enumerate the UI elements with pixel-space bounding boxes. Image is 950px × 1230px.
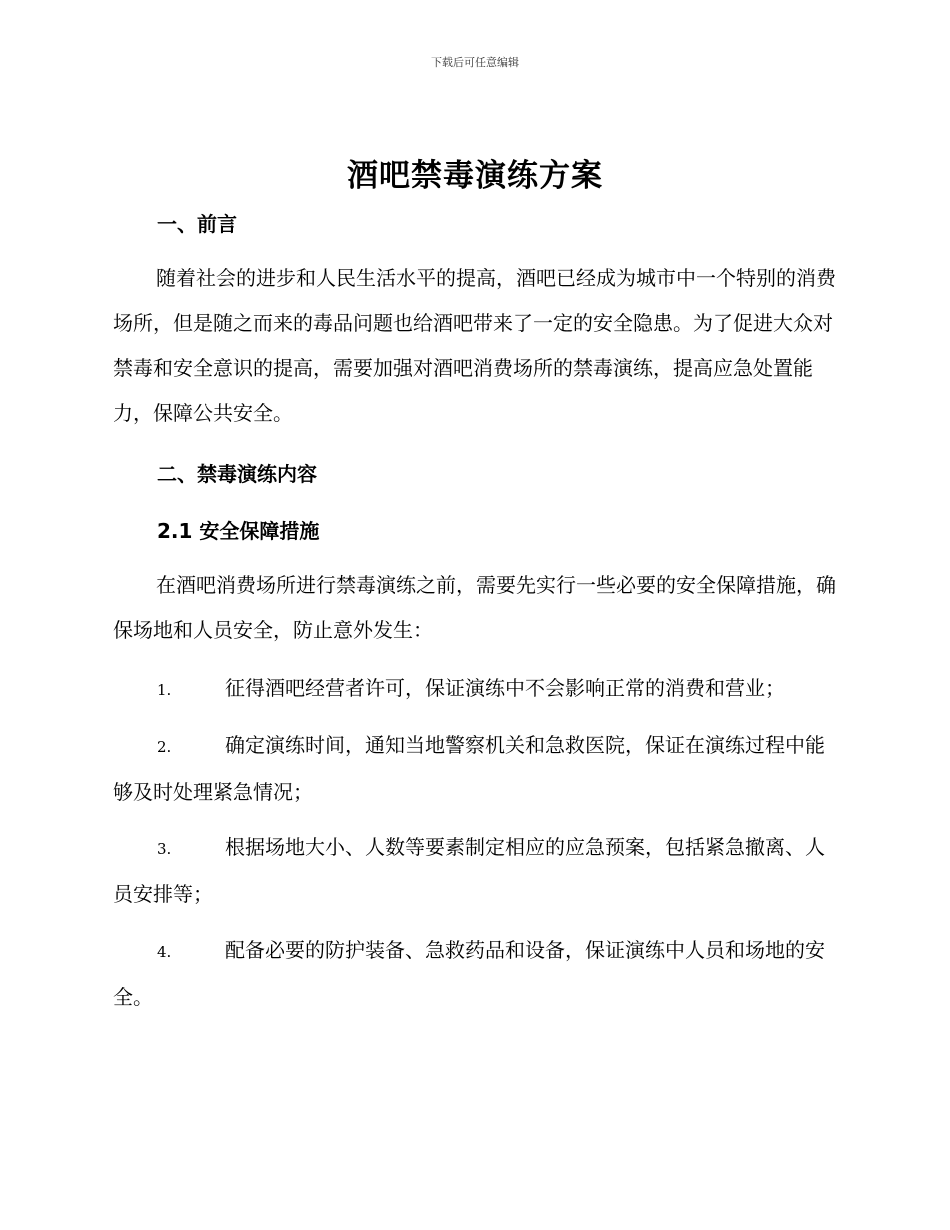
list-item-text: 征得酒吧经营者许可，保证演练中不会影响正常的消费和营业； — [225, 676, 785, 700]
list-item-text: 确定演练时间，通知当地警察机关和急救医院，保证在演练过程中能够及时处理紧急情况； — [113, 733, 825, 804]
list-item — [113, 666, 843, 713]
document-title: 酒吧禁毒演练方案 — [347, 158, 603, 194]
list-item — [113, 825, 843, 917]
list-item-text: 根据场地大小、人数等要素制定相应的应急预案，包括紧急撤离、人员安排等； — [113, 835, 825, 906]
list-item-text: 配备必要的防护装备、急救药品和设备，保证演练中人员和场地的安全。 — [113, 938, 825, 1009]
safety-intro-paragraph: 在酒吧消费场所进行禁毒演练之前，需要先实行一些必要的安全保障措施，确保场地和人员安全，防止意外发生： — [113, 573, 836, 642]
list-item — [113, 928, 843, 1020]
list-item-number: 2. — [157, 738, 172, 756]
list-item-number: 1. — [157, 681, 172, 699]
list-item-number: 3. — [157, 840, 172, 858]
list-item — [113, 723, 843, 815]
section-heading-content: 二、禁毒演练内容 — [157, 462, 317, 486]
header-note: 下载后可任意编辑 — [431, 56, 519, 69]
subsection-heading-safety: 2.1 安全保障措施 — [157, 519, 320, 543]
list-item-number: 4. — [157, 943, 172, 961]
section-heading-preface: 一、前言 — [157, 212, 237, 236]
preface-paragraph: 随着社会的进步和人民生活水平的提高，酒吧已经成为城市中一个特别的消费场所，但是随之而来的毒品问题也给酒吧带来了一定的安全隐患。为了促进大众对禁毒和安全意识的提高，需要加强对酒吧消费场所的禁毒演练，提高应急处置能力，保障公共安全。 — [113, 266, 836, 425]
